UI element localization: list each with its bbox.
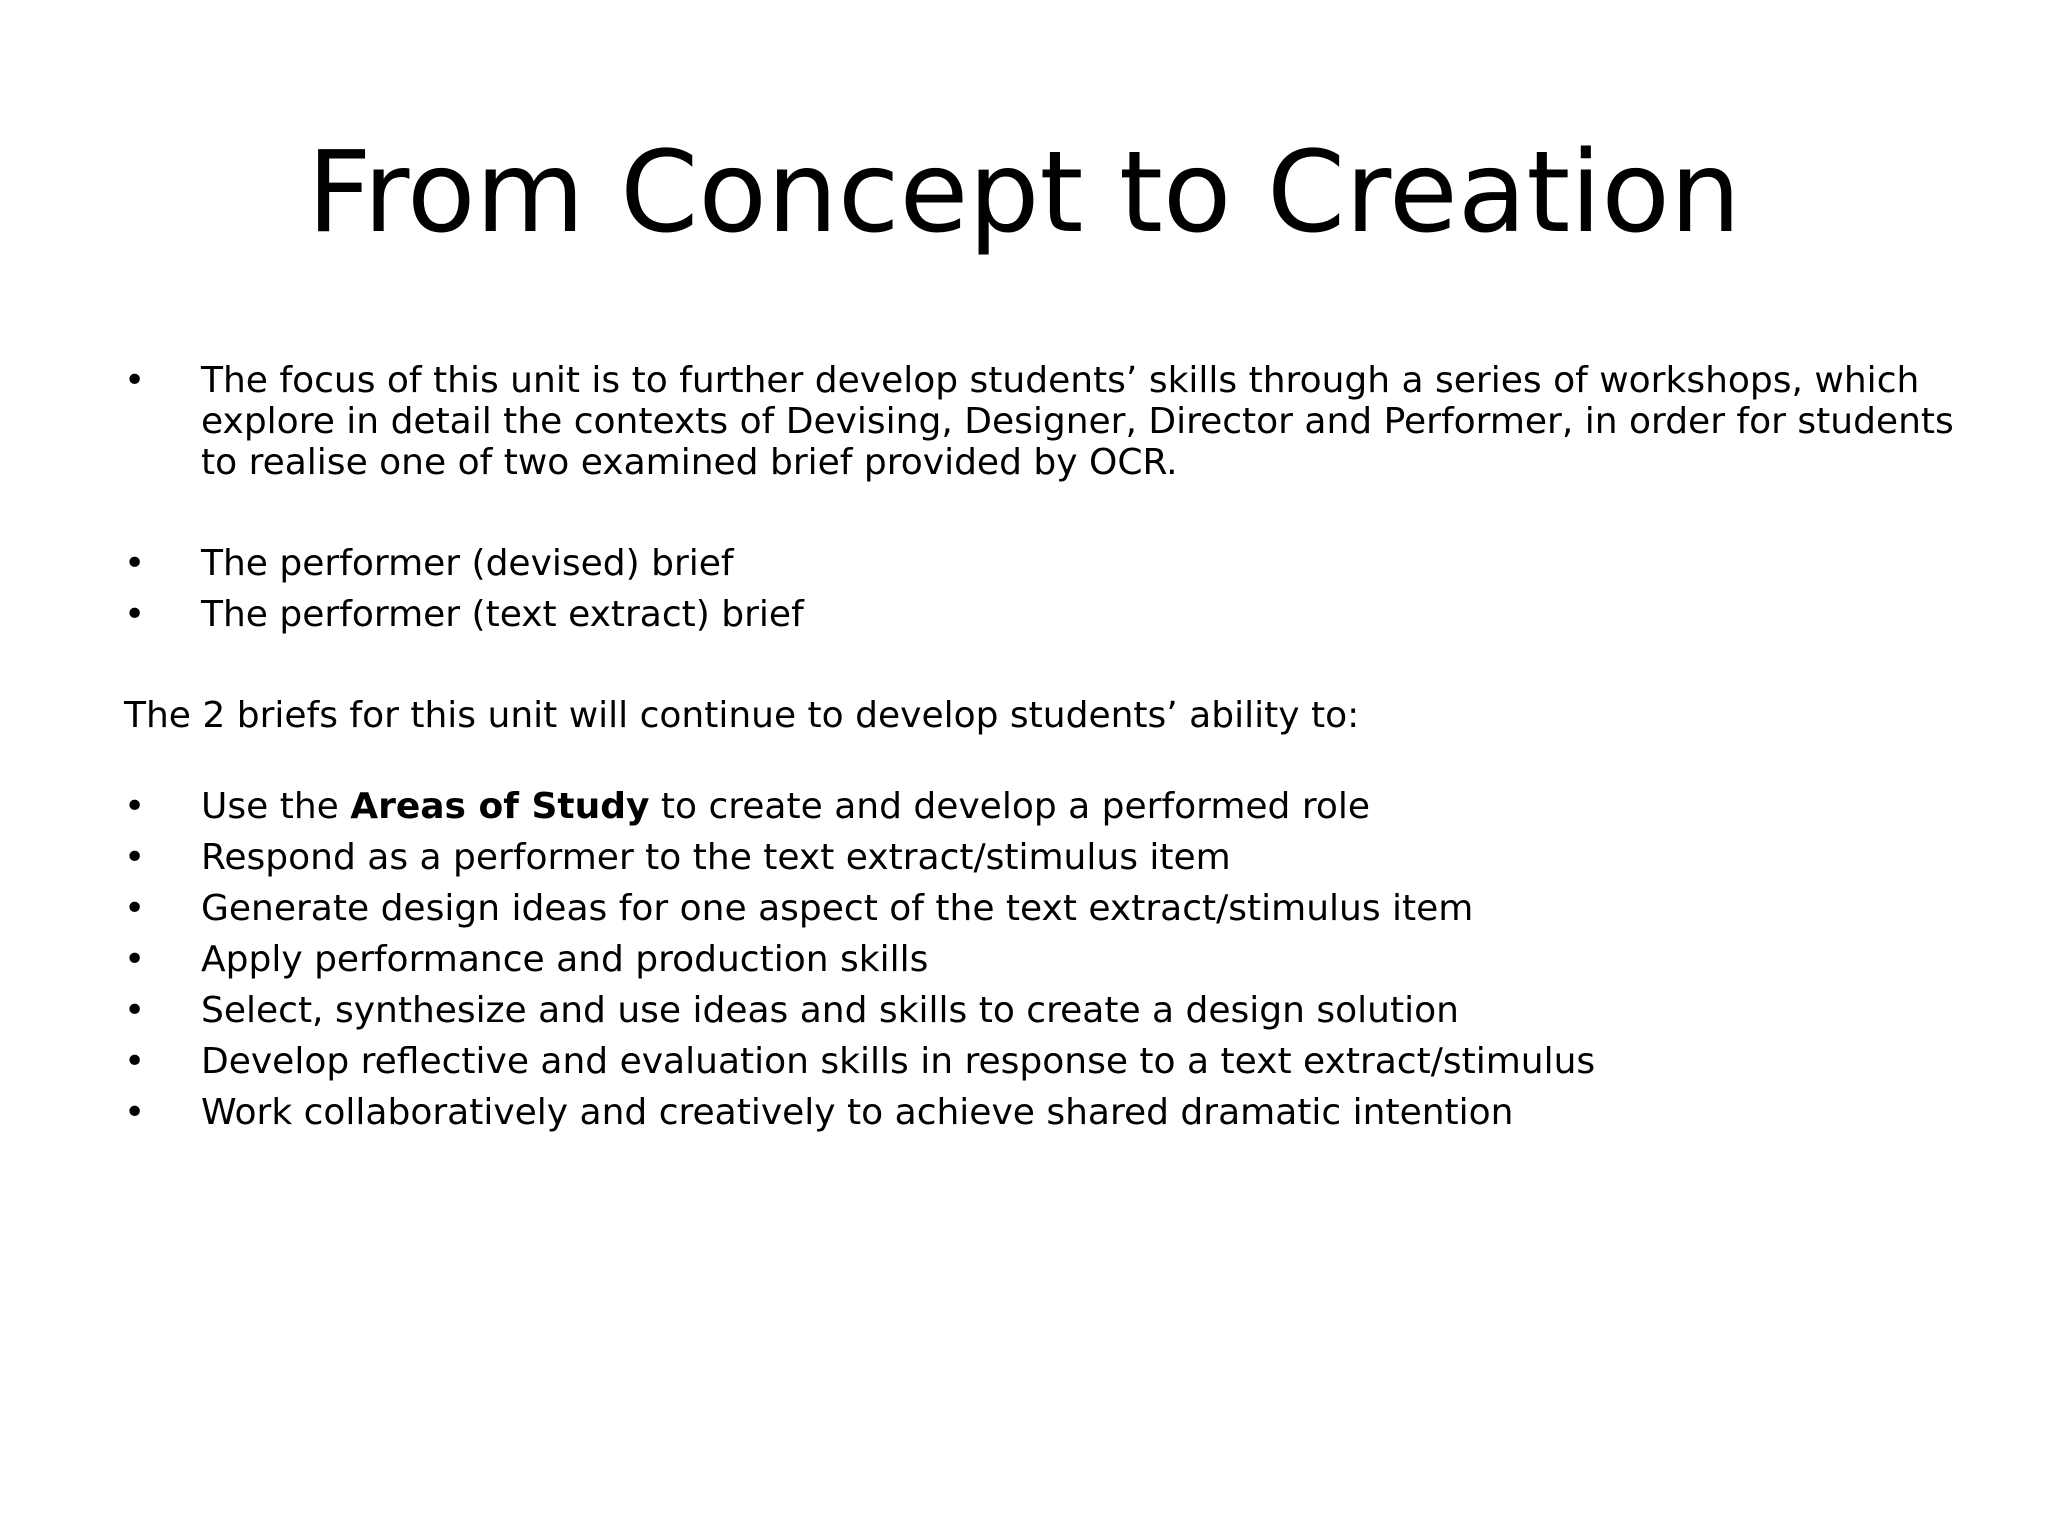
list-item [124,360,1964,483]
list-item-text: Apply performance and production skills [201,939,929,980]
list-item-text: Develop reflective and evaluation skills in response to a text extract/stimulus [201,1041,1596,1082]
slide-title: From Concept to Creation [307,128,1741,258]
list-item [124,888,1964,929]
slide-body [124,360,1964,1143]
list-item-text: The focus of this unit is to further develop students’ skills through a series of workshops, which explore in detail the contexts of Devising, Designer, Director and Performer, in order for students to realise one of two examined brief provided by OCR. [201,360,1954,483]
list-item [124,786,1964,827]
list-item-text: Select, synthesize and use ideas and skills to create a design solution [201,990,1459,1031]
bullet-icon: • [124,1041,146,1082]
list-item-text: The performer (text extract) brief [201,594,804,635]
list-item-text: Respond as a performer to the text extract/stimulus item [201,837,1231,878]
ability-intro: The 2 briefs for this unit will continue to develop students’ ability to: [124,695,1360,736]
list-item [124,594,1964,635]
list-item [124,1041,1964,1082]
bullet-icon: • [124,786,146,827]
list-item [124,543,1964,584]
list-item-text: The performer (devised) brief [201,543,734,584]
list-item [124,939,1964,980]
ability-list [124,786,1964,1133]
intro-list [124,360,1964,483]
bullet-icon: • [124,990,146,1031]
list-item-text: Work collaboratively and creatively to achieve shared dramatic intention [201,1092,1514,1133]
brief-list [124,543,1964,635]
ability-first-bold: Areas of Study [350,786,650,827]
bullet-icon: • [124,594,146,635]
ability-first-before: Use the [201,786,351,827]
ability-first-after: to create and develop a performed role [649,786,1371,827]
bullet-icon: • [124,543,146,584]
list-item [124,837,1964,878]
bullet-icon: • [124,1092,146,1133]
list-item [124,990,1964,1031]
bullet-icon: • [124,837,146,878]
bullet-icon: • [124,939,146,980]
bullet-icon: • [124,888,146,929]
list-item-text [201,786,1370,827]
list-item [124,1092,1964,1133]
list-item-text: Generate design ideas for one aspect of the text extract/stimulus item [201,888,1474,929]
bullet-icon: • [124,360,146,401]
